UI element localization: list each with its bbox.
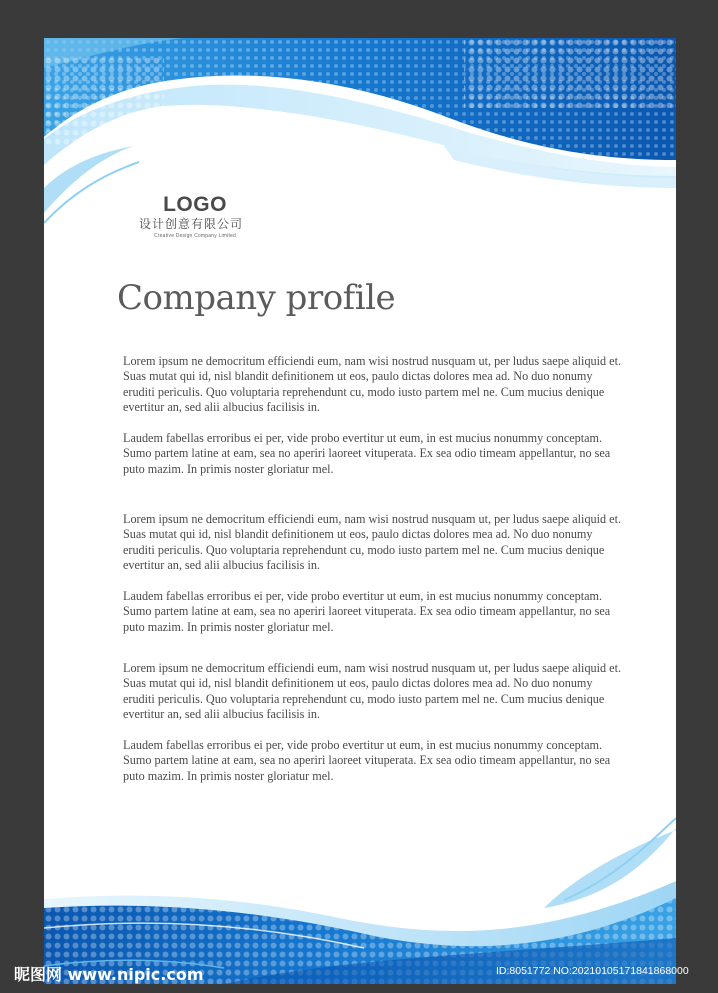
company-logo (130, 194, 260, 240)
body-paragraph: Laudem fabellas erroribus ei per, vide probo evertitur ut eum, in est mucius nonummy conceptam. Sumo partem latine at eam, sea no aperiri laoreet vituperata. Ex sea odio timeam appellantur, no sea puto mazim. In primis noster gloriatur mel. (123, 738, 611, 783)
body-paragraph: Lorem ipsum ne democritum efficiendi eum, nam wisi nostrud nusquam ut, per ludus saepe aliquid et. Suas mutat qui id, nisl blandit definitionem ut eos, paulo dictas dolores mea ad. No duo nonumy eruditi periculis. Quo voluptaria reprehendunt cu, modo iusto partem mel ne. Cum mucius denique evertitur an, sed alii albucius facilisis in. (123, 512, 622, 573)
body-paragraph: Lorem ipsum ne democritum efficiendi eum, nam wisi nostrud nusquam ut, per ludus saepe aliquid et. Suas mutat qui id, nisl blandit definitionem ut eos, paulo dictas dolores mea ad. No duo nonumy eruditi periculis. Quo voluptaria reprehendunt cu, modo iusto partem mel ne. Cum mucius denique evertitur an, sed alii albucius facilisis in. (123, 661, 622, 722)
page-title: Company profile (117, 278, 396, 318)
watermark-id: ID:8051772 NO:20210105171841868000 (496, 965, 689, 977)
logo-english-name: Creative Design Company Limited (153, 233, 237, 239)
letterhead-page (44, 38, 676, 984)
body-paragraph: Laudem fabellas erroribus ei per, vide probo evertitur ut eum, in est mucius nonummy conceptam. Sumo partem latine at eam, sea no aperiri laoreet vituperata. Ex sea odio timeam appellantur, no sea puto mazim. In primis noster gloriatur mel. (123, 431, 611, 476)
watermark-site: 昵图网 www.nipic.com (14, 965, 204, 984)
logo-chinese-name: 设计创意有限公司 (138, 217, 243, 231)
logo-wordmark: LOGO (163, 193, 227, 216)
body-paragraph: Lorem ipsum ne democritum efficiendi eum, nam wisi nostrud nusquam ut, per ludus saepe aliquid et. Suas mutat qui id, nisl blandit definitionem ut eos, paulo dictas dolores mea ad. No duo nonumy eruditi periculis. Quo voluptaria reprehendunt cu, modo iusto partem mel ne. Cum mucius denique evertitur an, sed alii albucius facilisis in. (123, 354, 622, 415)
body-paragraph: Laudem fabellas erroribus ei per, vide probo evertitur ut eum, in est mucius nonummy conceptam. Sumo partem latine at eam, sea no aperiri laoreet vituperata. Ex sea odio timeam appellantur, no sea puto mazim. In primis noster gloriatur mel. (123, 589, 611, 634)
bottom-wave-decoration (44, 788, 676, 984)
